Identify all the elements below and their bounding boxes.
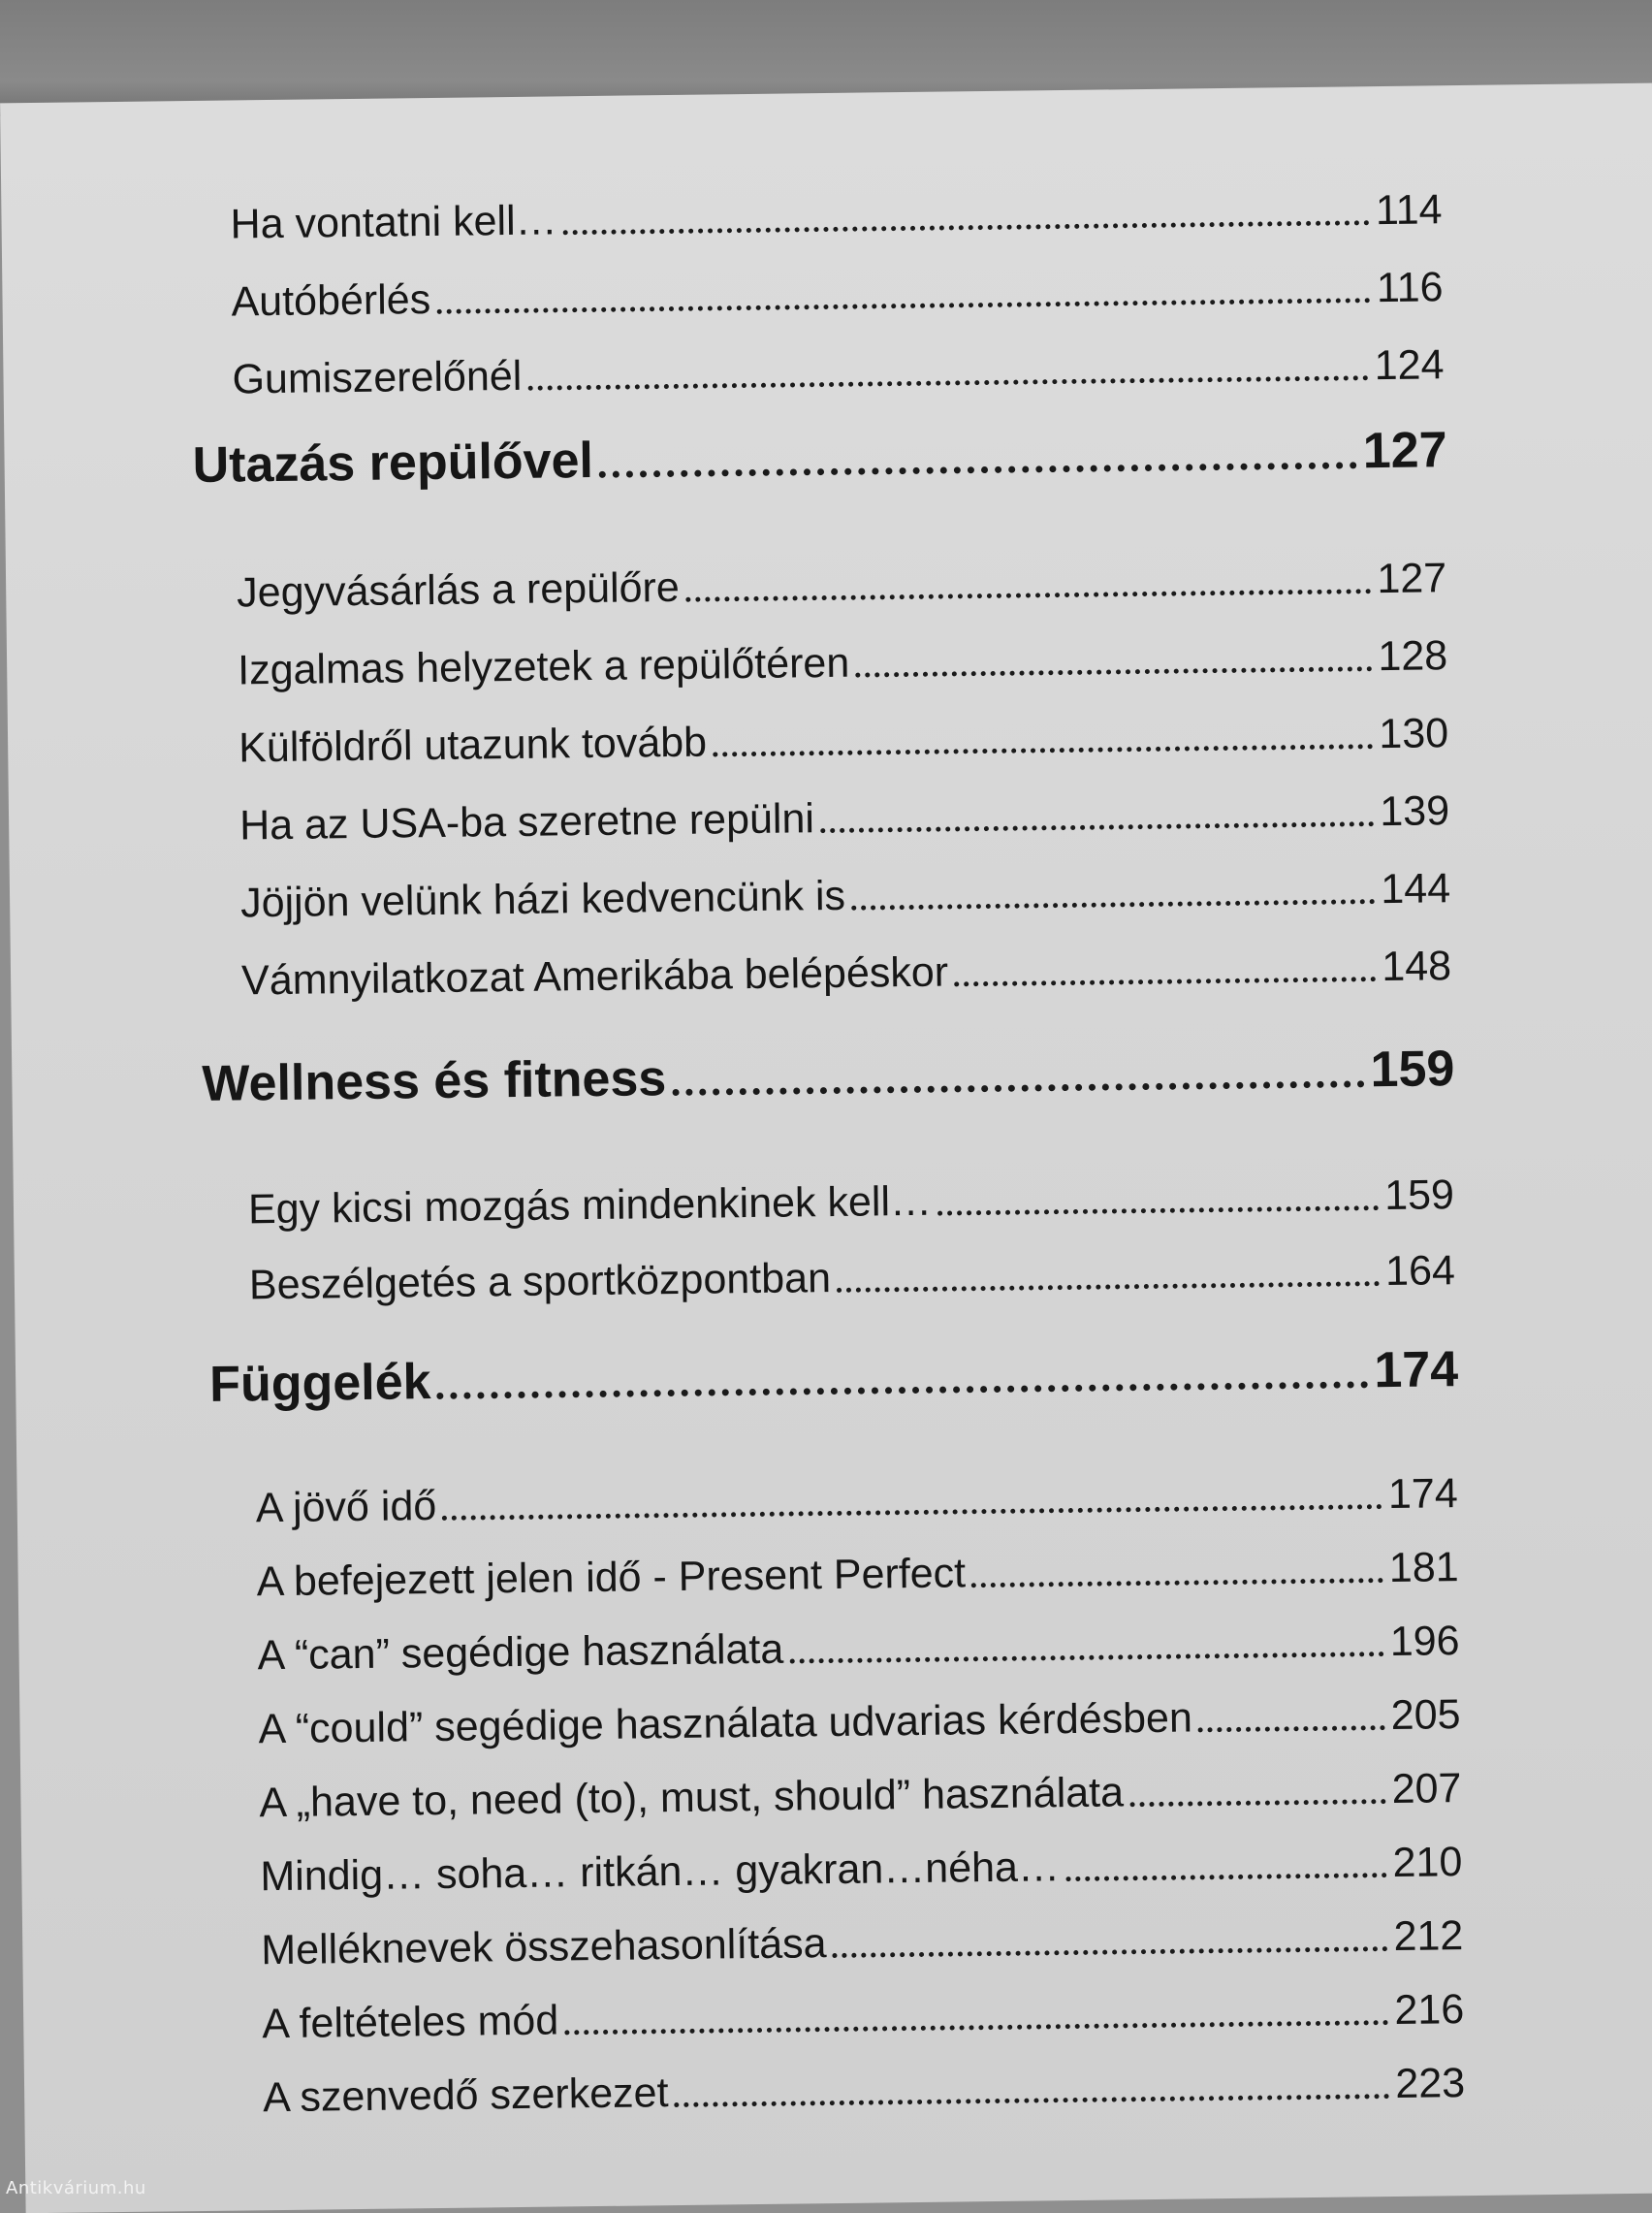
toc-entry-page: 196 bbox=[1389, 1618, 1460, 1666]
toc-entry-title: Autóbérlés bbox=[231, 276, 431, 326]
toc-entry-page: 212 bbox=[1393, 1912, 1464, 1960]
dot-leader bbox=[672, 1076, 1364, 1096]
dot-leader bbox=[789, 1648, 1384, 1663]
dot-leader bbox=[436, 294, 1371, 314]
toc-entry-title: Izgalmas helyzetek a repülőtéren bbox=[237, 639, 850, 694]
toc-entry-title: Melléknevek összehasonlítása bbox=[261, 1920, 827, 1974]
book-page bbox=[0, 83, 1652, 2213]
toc-entry-title: A “can” segédige használata bbox=[257, 1625, 784, 1680]
toc-entry-title: Jegyvásárlás a repülőre bbox=[236, 563, 681, 617]
dot-leader bbox=[437, 1377, 1369, 1399]
dot-leader bbox=[442, 1500, 1382, 1521]
dot-leader bbox=[851, 895, 1375, 911]
toc-entry bbox=[241, 943, 1452, 1005]
toc-entry bbox=[255, 1470, 1458, 1532]
toc-entry bbox=[230, 186, 1443, 248]
dot-leader bbox=[1065, 1869, 1387, 1881]
toc-entry-title: Ha az USA-ba szeretne repülni bbox=[238, 795, 815, 850]
toc-entry bbox=[262, 1986, 1465, 2048]
toc-entry bbox=[261, 1912, 1464, 1974]
toc-section-heading bbox=[209, 1340, 1459, 1414]
toc-section-heading bbox=[202, 1040, 1455, 1113]
toc-section-page: 174 bbox=[1374, 1341, 1459, 1399]
toc-entry bbox=[258, 1691, 1461, 1753]
dot-leader bbox=[837, 1277, 1380, 1293]
dot-leader bbox=[937, 1202, 1379, 1216]
toc-entry-page: 114 bbox=[1375, 186, 1443, 235]
dot-leader bbox=[675, 2090, 1390, 2107]
dot-leader bbox=[820, 818, 1375, 833]
dot-leader bbox=[1129, 1795, 1386, 1807]
dot-leader bbox=[954, 973, 1376, 986]
dot-leader bbox=[599, 458, 1357, 478]
toc-entry bbox=[232, 341, 1445, 403]
dot-leader bbox=[971, 1574, 1383, 1588]
toc-entry-page: 205 bbox=[1390, 1691, 1461, 1740]
toc-section-page: 159 bbox=[1370, 1041, 1455, 1099]
toc-entry-page: 124 bbox=[1374, 341, 1445, 390]
dot-leader bbox=[685, 585, 1372, 602]
toc-entry-page: 181 bbox=[1388, 1544, 1459, 1592]
dot-leader bbox=[1198, 1721, 1385, 1732]
dot-leader bbox=[527, 371, 1369, 391]
toc-entry-title: Ha vontatni kell… bbox=[230, 197, 557, 248]
dot-leader bbox=[855, 662, 1372, 678]
toc-entry bbox=[237, 555, 1447, 617]
toc-entry-title: Mindig… soha… ritkán… gyakran…néha… bbox=[260, 1844, 1061, 1901]
toc-entry-title: A feltételes mód bbox=[261, 1997, 559, 2048]
toc-entry-page: 148 bbox=[1382, 943, 1452, 991]
toc-entry bbox=[238, 632, 1448, 694]
toc-entry bbox=[257, 1618, 1460, 1680]
toc-section-page: 127 bbox=[1362, 422, 1447, 480]
toc-entry bbox=[248, 1171, 1455, 1234]
dot-leader bbox=[713, 740, 1373, 756]
dot-leader bbox=[833, 1942, 1388, 1958]
toc-entry-title: A befejezett jelen idő - Present Perfect bbox=[256, 1550, 967, 1606]
toc-entry-title: A szenvedő szerkezet bbox=[262, 2069, 669, 2122]
toc-entry-title: Jöjjön velünk házi kedvencünk is bbox=[239, 872, 846, 927]
toc-entry-page: 144 bbox=[1381, 865, 1451, 914]
dot-leader bbox=[563, 216, 1370, 235]
toc-entry-page: 127 bbox=[1377, 555, 1447, 603]
toc-entry-page: 216 bbox=[1394, 1986, 1465, 2034]
toc-entry-title: Egy kicsi mozgás mindenkinek kell… bbox=[247, 1177, 933, 1234]
toc-entry bbox=[240, 865, 1451, 927]
toc-entry-page: 130 bbox=[1379, 710, 1449, 758]
toc-entry-page: 128 bbox=[1378, 632, 1448, 681]
toc-entry bbox=[256, 1544, 1459, 1606]
toc-entry-page: 139 bbox=[1380, 787, 1450, 836]
toc-entry-page: 164 bbox=[1384, 1247, 1456, 1296]
toc-section-title: Wellness és fitness bbox=[202, 1050, 667, 1112]
toc-entry-title: Vámnyilatkozat Amerikába belépéskor bbox=[240, 948, 949, 1005]
toc-entry-title: A “could” segédige használata udvarias kérdésben bbox=[258, 1694, 1193, 1753]
toc-entry-title: A „have to, need (to), must, should” használata bbox=[259, 1769, 1125, 1827]
toc-entry-title: A jövő idő bbox=[255, 1483, 437, 1532]
toc-entry-page: 223 bbox=[1395, 2060, 1466, 2107]
watermark-text: Antikvárium.hu bbox=[6, 2178, 146, 2198]
toc-entry bbox=[259, 1765, 1462, 1827]
toc-entry-title: Külföldről utazunk tovább bbox=[238, 719, 708, 772]
toc-entry bbox=[231, 264, 1444, 326]
toc-section-title: Utazás repülővel bbox=[192, 432, 594, 495]
toc-entry bbox=[249, 1247, 1456, 1309]
toc-entry-title: Gumiszerelőnél bbox=[232, 352, 523, 403]
toc-entry-title: Beszélgetés a sportközpontban bbox=[248, 1255, 832, 1309]
toc-entry bbox=[260, 1839, 1463, 1901]
toc-section-heading bbox=[192, 421, 1447, 495]
toc-section-title: Függelék bbox=[208, 1354, 431, 1413]
toc-entry-page: 210 bbox=[1392, 1839, 1463, 1886]
toc-entry-page: 174 bbox=[1387, 1470, 1458, 1519]
toc-entry bbox=[263, 2060, 1466, 2122]
toc-entry bbox=[239, 787, 1450, 850]
table-of-contents bbox=[0, 83, 1652, 2213]
toc-entry-page: 116 bbox=[1376, 264, 1444, 312]
toc-entry-page: 207 bbox=[1391, 1765, 1462, 1812]
toc-entry-page: 159 bbox=[1383, 1171, 1455, 1220]
dot-leader bbox=[564, 2016, 1388, 2035]
toc-entry bbox=[238, 710, 1449, 772]
